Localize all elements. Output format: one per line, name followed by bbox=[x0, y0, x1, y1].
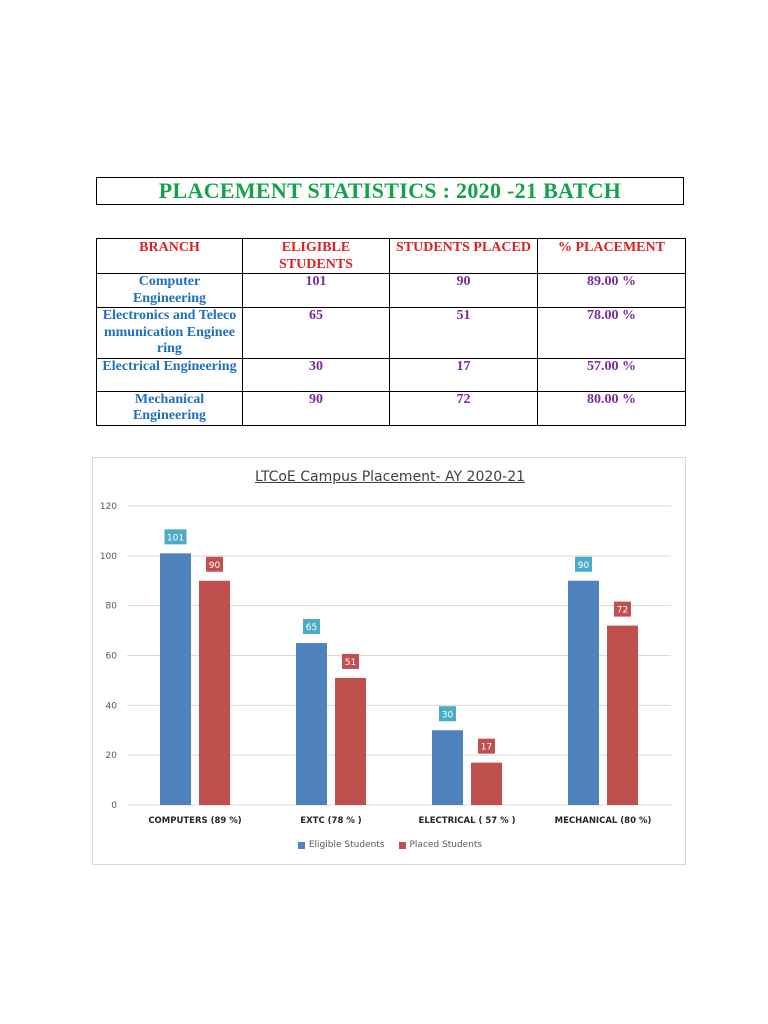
data-label: 51 bbox=[344, 657, 357, 668]
percent-cell: 80.00 % bbox=[538, 391, 686, 425]
placed-cell: 17 bbox=[390, 358, 538, 391]
table-row bbox=[97, 358, 686, 391]
x-tick-label: ELECTRICAL ( 57 % ) bbox=[418, 816, 516, 826]
chart-title: LTCoE Campus Placement- AY 2020-21 bbox=[254, 469, 526, 485]
data-label: 17 bbox=[480, 742, 493, 753]
y-tick-label: 40 bbox=[105, 701, 117, 712]
data-label: 65 bbox=[305, 623, 318, 634]
percent-cell: 57.00 % bbox=[538, 358, 686, 391]
data-label: 72 bbox=[616, 605, 629, 616]
bar-placed bbox=[199, 581, 230, 805]
bar-eligible bbox=[296, 643, 327, 805]
y-tick-label: 80 bbox=[105, 601, 117, 612]
legend-item-eligible bbox=[298, 840, 385, 850]
y-tick-label: 60 bbox=[105, 651, 117, 662]
legend-swatch-placed bbox=[399, 842, 406, 849]
placed-cell: 51 bbox=[390, 308, 538, 359]
bar-eligible bbox=[432, 730, 463, 805]
legend-label-placed: Placed Students bbox=[409, 840, 483, 850]
table-row bbox=[97, 274, 686, 308]
chart-container bbox=[92, 457, 686, 865]
legend-label-eligible: Eligible Students bbox=[308, 840, 385, 850]
table-header-row bbox=[97, 239, 686, 274]
chart-legend bbox=[93, 840, 687, 850]
header-placed: STUDENTS PLACED bbox=[390, 239, 538, 274]
table-row bbox=[97, 308, 686, 359]
percent-cell: 89.00 % bbox=[538, 274, 686, 308]
title-box bbox=[96, 177, 684, 205]
placement-table bbox=[96, 238, 686, 426]
eligible-cell: 30 bbox=[243, 358, 390, 391]
branch-cell: Electrical Engineering bbox=[97, 358, 243, 391]
header-percent: % PLACEMENT bbox=[538, 239, 686, 274]
branch-cell: Computer Engineering bbox=[97, 274, 243, 308]
x-tick-label: EXTC (78 % ) bbox=[300, 816, 362, 826]
percent-cell: 78.00 % bbox=[538, 308, 686, 359]
placed-cell: 72 bbox=[390, 391, 538, 425]
eligible-cell: 65 bbox=[243, 308, 390, 359]
eligible-cell: 101 bbox=[243, 274, 390, 308]
bar-placed bbox=[607, 626, 638, 805]
bar-placed bbox=[471, 763, 502, 805]
y-tick-label: 100 bbox=[99, 551, 117, 562]
data-label: 101 bbox=[166, 533, 185, 544]
legend-swatch-eligible bbox=[298, 842, 305, 849]
y-tick-label: 120 bbox=[99, 502, 117, 512]
x-tick-label: COMPUTERS (89 %) bbox=[148, 816, 242, 826]
eligible-cell: 90 bbox=[243, 391, 390, 425]
bar-eligible bbox=[160, 553, 191, 805]
bar-chart bbox=[93, 458, 687, 866]
data-label: 30 bbox=[441, 710, 454, 721]
table-row bbox=[97, 391, 686, 425]
placed-cell: 90 bbox=[390, 274, 538, 308]
legend-item-placed bbox=[399, 840, 483, 850]
header-eligible: ELIGIBLE STUDENTS bbox=[243, 239, 390, 274]
y-tick-label: 0 bbox=[111, 801, 117, 811]
bar-eligible bbox=[568, 581, 599, 805]
y-tick-label: 20 bbox=[105, 751, 117, 762]
data-label: 90 bbox=[208, 560, 221, 571]
header-branch: BRANCH bbox=[97, 239, 243, 274]
bar-placed bbox=[335, 678, 366, 805]
x-tick-label: MECHANICAL (80 %) bbox=[554, 816, 652, 826]
branch-cell: Mechanical Engineering bbox=[97, 391, 243, 425]
page-title: PLACEMENT STATISTICS : 2020 -21 BATCH bbox=[158, 178, 622, 203]
data-label: 90 bbox=[577, 560, 590, 571]
branch-cell: Electronics and Telecommunication Engineering bbox=[97, 308, 243, 359]
